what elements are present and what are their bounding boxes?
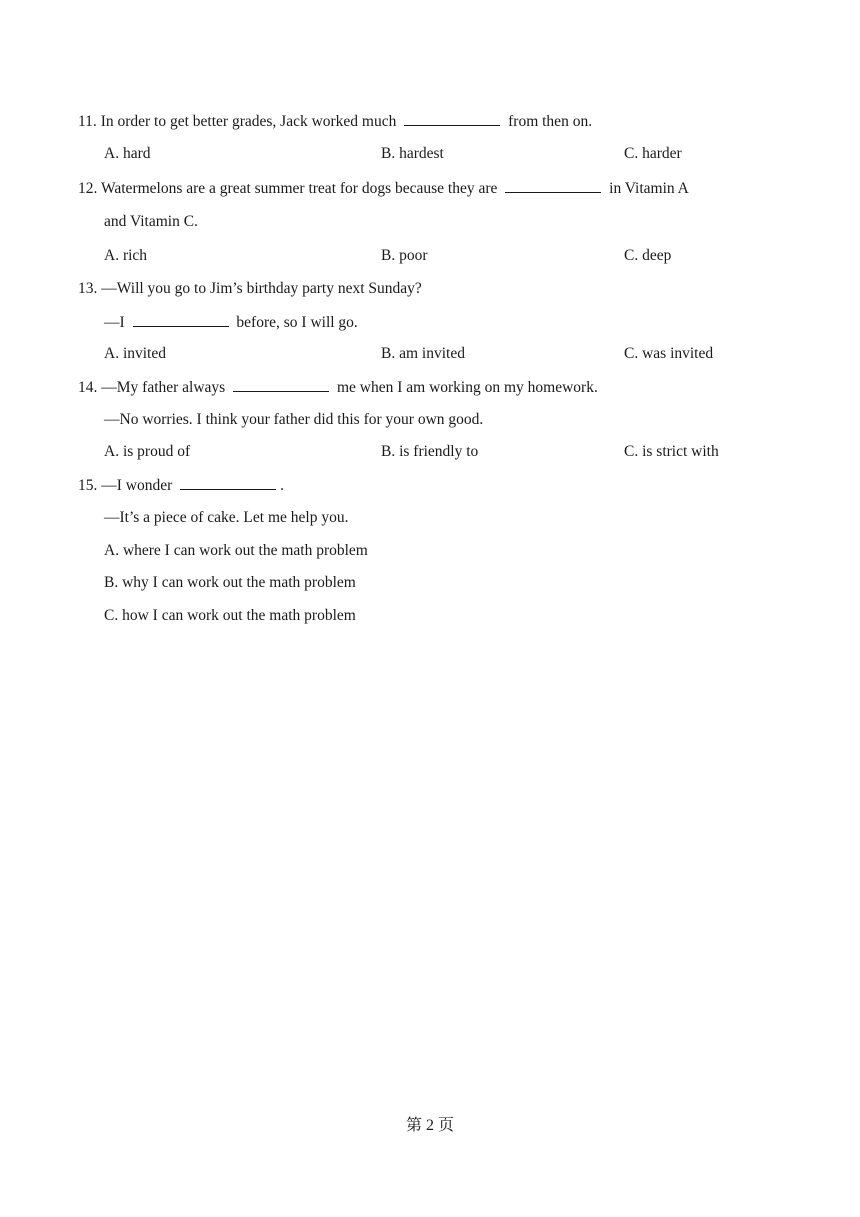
page-number: 第 2 页 — [405, 1117, 454, 1134]
question-text: —It’s a piece of cake. Let me help you. — [104, 509, 349, 526]
question-text: and Vitamin C. — [104, 213, 198, 230]
question-13-stem — [78, 279, 422, 299]
answer-blank — [180, 475, 276, 490]
question-14-stem — [78, 377, 598, 398]
option-b: B. am invited — [381, 345, 465, 362]
option-c: C. how I can work out the math problem — [104, 607, 356, 624]
question-number: 11. — [78, 113, 97, 130]
option-b: B. hardest — [381, 145, 444, 162]
question-text: in Vitamin A — [609, 180, 689, 197]
answer-blank — [505, 178, 601, 193]
question-number: 12. — [78, 180, 98, 197]
question-text: —I wonder — [101, 477, 173, 494]
option-c: C. was invited — [624, 345, 714, 362]
answer-blank — [133, 312, 229, 327]
option-a: A. hard — [104, 145, 151, 162]
question-text: Watermelons are a great summer treat for dogs because they are — [100, 180, 498, 197]
option-a: A. rich — [104, 247, 148, 264]
answer-blank — [233, 377, 329, 392]
question-text: In order to get better grades, Jack worked much — [100, 113, 397, 130]
question-text: —Will you go to Jim’s birthday party next Sunday? — [101, 280, 422, 297]
option-c: C. deep — [624, 247, 672, 264]
option-b: B. is friendly to — [381, 443, 479, 460]
option-a: A. invited — [104, 345, 166, 362]
question-text: —My father always — [101, 379, 226, 396]
answer-blank — [404, 111, 500, 126]
question-text: me when I am working on my homework. — [336, 379, 598, 396]
question-13-reply — [104, 312, 358, 333]
option-b: B. poor — [381, 247, 428, 264]
question-text: —No worries. I think your father did this for your own good. — [104, 411, 484, 428]
question-text: . — [280, 477, 285, 494]
question-text: before, so I will go. — [236, 314, 358, 331]
question-11-stem — [78, 111, 592, 132]
question-text: —I — [104, 314, 125, 331]
question-text: from then on. — [508, 113, 593, 130]
option-b: B. why I can work out the math problem — [104, 574, 356, 591]
question-number: 14. — [78, 379, 98, 396]
question-number: 13. — [78, 280, 98, 297]
option-c: C. is strict with — [624, 443, 719, 460]
question-12-stem — [78, 178, 689, 199]
option-a: A. is proud of — [104, 443, 191, 460]
option-c: C. harder — [624, 145, 682, 162]
question-15-stem — [78, 475, 284, 496]
question-number: 15. — [78, 477, 98, 494]
option-a: A. where I can work out the math problem — [104, 542, 368, 559]
